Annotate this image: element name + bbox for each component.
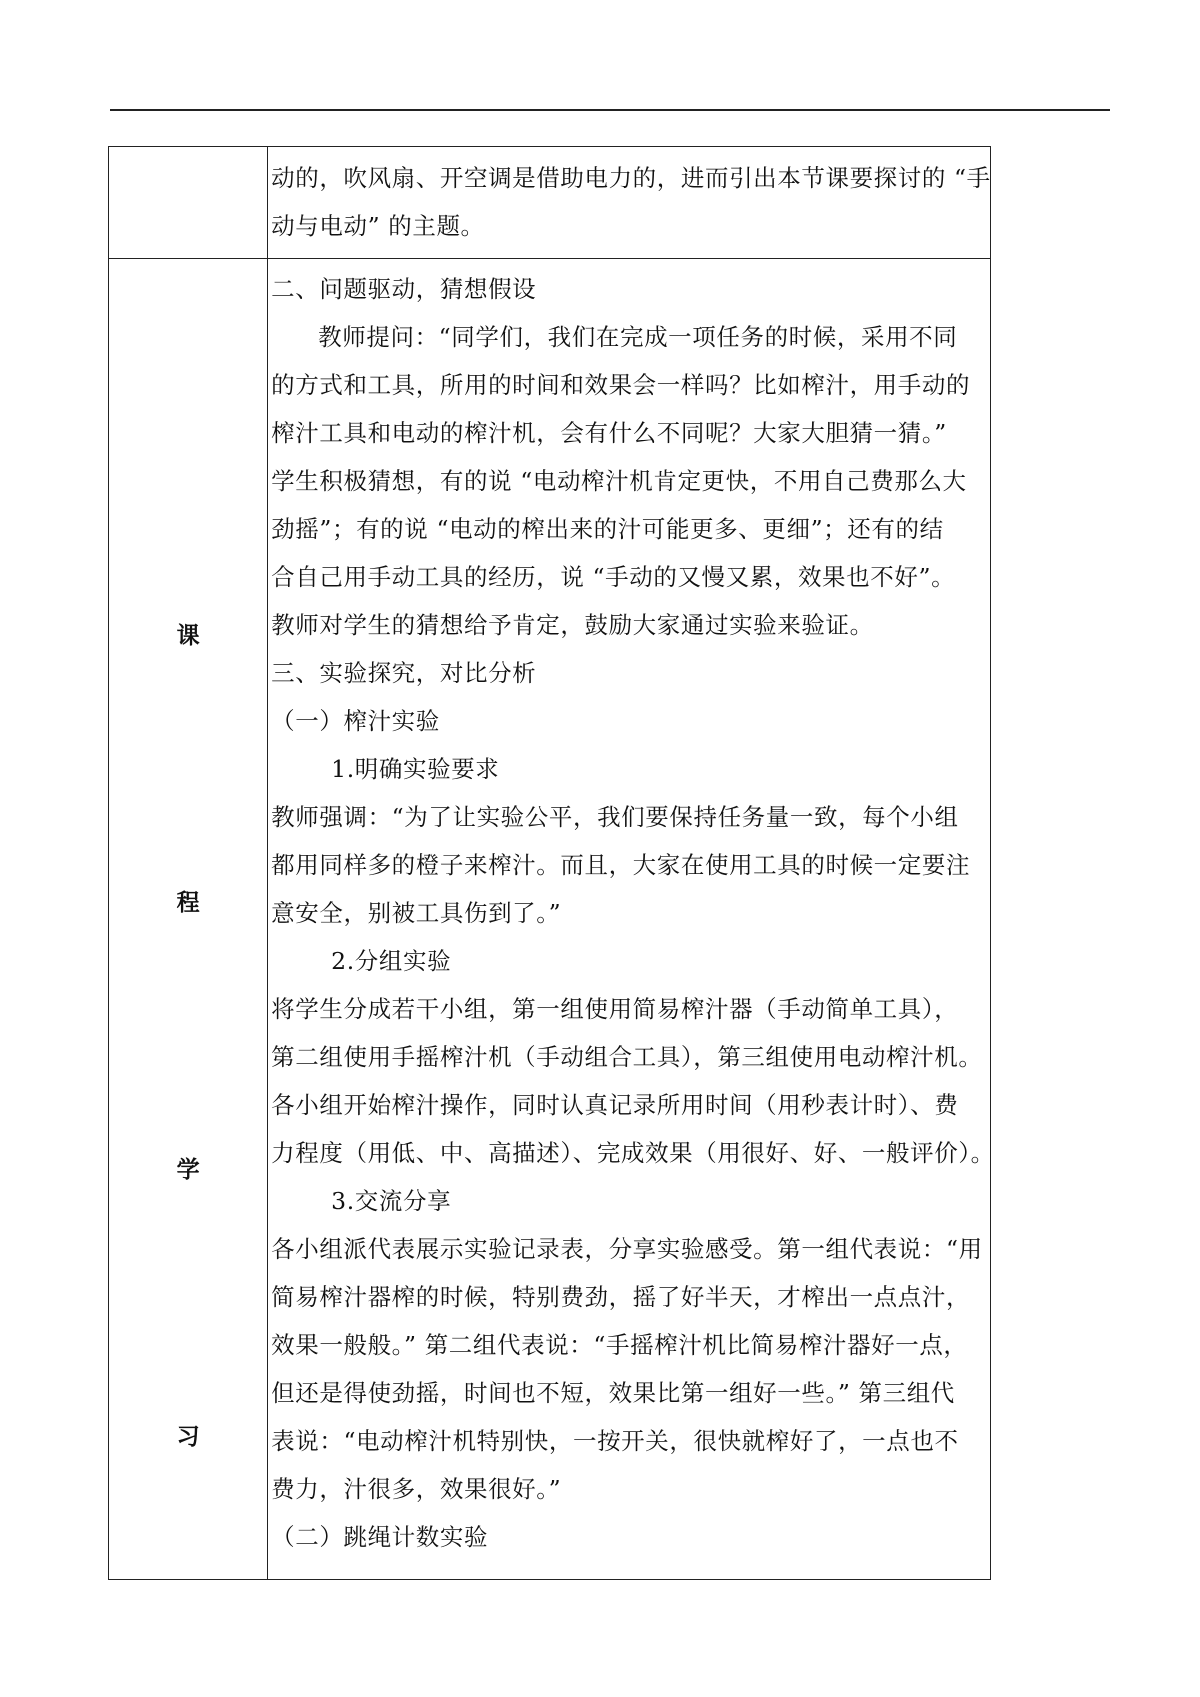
text-line: 费力，汁很多，效果很好。” (271, 1475, 562, 1503)
text-line: 动的，吹风扇、开空调是借助电力的，进而引出本节课要探讨的 “手 (271, 164, 991, 192)
header-rule (110, 109, 1110, 111)
text-line: 劲摇”；有的说 “电动的榨出来的汁可能更多、更细”；还有的结 (271, 515, 944, 543)
text-line: 榨汁工具和电动的榨汁机，会有什么不同呢？大家大胆猜一猜。” (271, 419, 947, 447)
side-cell-empty (109, 147, 268, 259)
step-heading: 2.分组实验 (331, 947, 452, 975)
text-line: 各小组派代表展示实验记录表，分享实验感受。第一组代表说：“用 (271, 1235, 983, 1263)
text-line: 教师强调：“为了让实验公平，我们要保持任务量一致，每个小组 (271, 803, 959, 831)
text-line: 教师提问：“同学们，我们在完成一项任务的时候，采用不同 (318, 323, 958, 351)
text-line: 但还是得使劲摇，时间也不短，效果比第一组好一些。” 第三组代 (271, 1379, 955, 1407)
text-line: 各小组开始榨汁操作，同时认真记录所用时间（用秒表计时）、费 (271, 1091, 959, 1119)
step-heading: 3.交流分享 (331, 1187, 452, 1215)
text-line: 都用同样多的橙子来榨汁。而且，大家在使用工具的时候一定要注 (271, 851, 971, 879)
text-line: 简易榨汁器榨的时候，特别费劲，摇了好半天，才榨出一点点汁， (271, 1283, 971, 1311)
side-label-cell (109, 259, 268, 1580)
section-heading: 三、实验探究，对比分析 (271, 659, 537, 687)
text-line: 第二组使用手摇榨汁机（手动组合工具），第三组使用电动榨汁机。 (271, 1043, 983, 1071)
side-label-char: 课 (176, 623, 200, 649)
text-line: 表说：“电动榨汁机特别快，一按开关，很快就榨好了，一点也不 (271, 1427, 959, 1455)
table-row-process (109, 259, 991, 1580)
text-line: 动与电动” 的主题。 (271, 212, 485, 240)
text-line: 力程度（用低、中、高描述）、完成效果（用很好、好、一般评价）。 (271, 1139, 995, 1167)
side-label-char: 程 (176, 890, 200, 916)
side-label-char: 习 (176, 1424, 200, 1450)
table-row-intro (109, 147, 991, 259)
text-line: 教师对学生的猜想给予肯定，鼓励大家通过实验来验证。 (271, 611, 874, 639)
intro-cell (268, 147, 991, 259)
text-line: 将学生分成若干小组，第一组使用简易榨汁器（手动简单工具）， (271, 995, 959, 1023)
process-cell (268, 259, 995, 1580)
text-line: 的方式和工具，所用的时间和效果会一样吗？比如榨汁，用手动的 (271, 371, 971, 399)
section-heading: 二、问题驱动，猜想假设 (271, 275, 537, 303)
text-line: 效果一般般。” 第二组代表说：“手摇榨汁机比简易榨汁器好一点， (271, 1331, 968, 1359)
lesson-plan-table (108, 146, 995, 1580)
text-line: 意安全，别被工具伤到了。” (271, 899, 562, 927)
step-heading: 1.明确实验要求 (331, 755, 500, 783)
subsection-heading: （二）跳绳计数实验 (271, 1523, 489, 1551)
side-label-char: 学 (176, 1157, 200, 1183)
subsection-heading: （一）榨汁实验 (271, 707, 440, 735)
text-line: 学生积极猜想，有的说 “电动榨汁机肯定更快，不用自己费那么大 (271, 467, 967, 495)
text-line: 合自己用手动工具的经历，说 “手动的又慢又累，效果也不好”。 (271, 563, 956, 591)
